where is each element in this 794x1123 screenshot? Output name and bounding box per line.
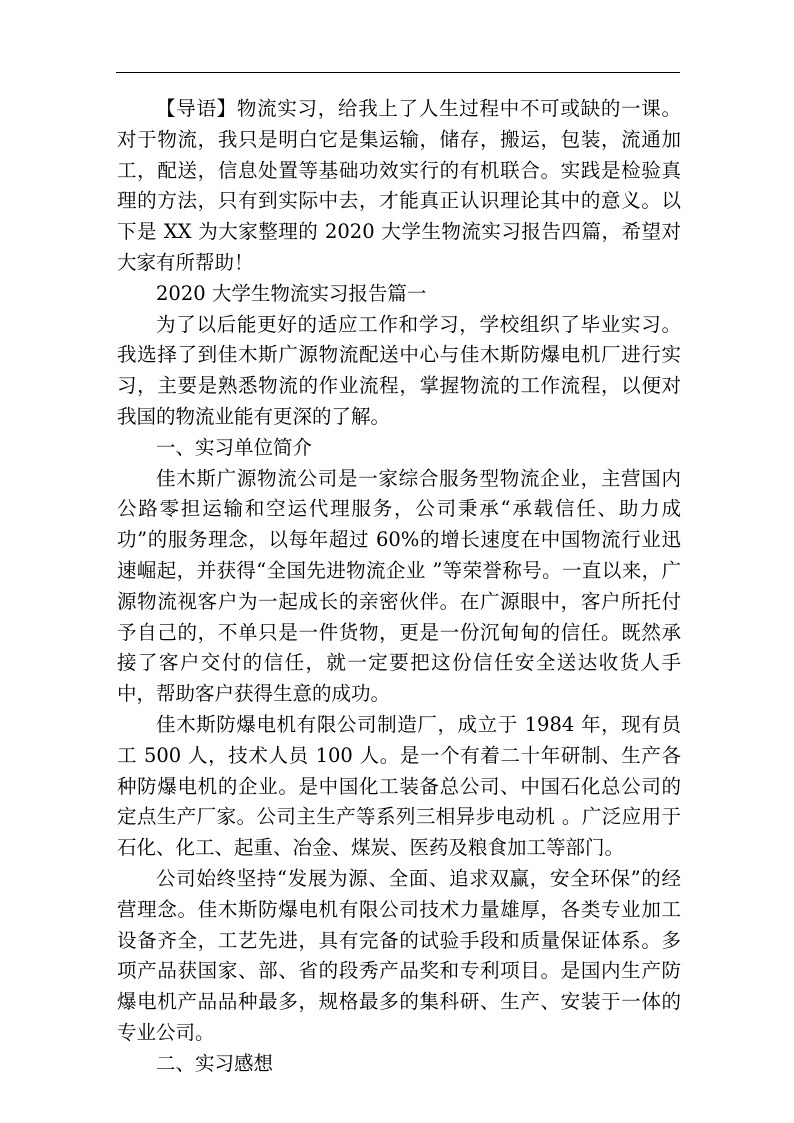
paragraph-4: 公司始终坚持“发展为源、全面、追求双赢，安全环保”的经营理念。佳木斯防爆电机有限公司技术力量雄厚，各类专业加工设备齐全，工艺先进，具有完备的试验手段和质量保证体系。多项产品获国家、部、省的段秀产品奖和专利项目。是国内生产防爆电机产品品种最多，规格最多的集科研、生产、安装于一体的专业公司。 xyxy=(117,866,681,1044)
section-2-heading: 二、实习感想 xyxy=(156,1051,274,1075)
intro-paragraph: 【导语】物流实习，给我上了人生过程中不可或缺的一课。对于物流，我只是明白它是集运输，储存，搬运，包装，流通加工，配送，信息处置等基础功效实行的有机联合。实践是检验真理的方法，只有到实际中去，才能真正认识理论其中的意义。以下是 XX 为大家整理的 2020 大学生物流实习报告四篇，希望对大家有所帮助！ xyxy=(117,97,681,274)
report-title: 2020 大学生物流实习报告篇一 xyxy=(156,281,427,305)
paragraph-2: 佳木斯广源物流公司是一家综合服务型物流企业，主营国内公路零担运输和空运代理服务，公司秉承“承载信任、助力成功”的服务理念，以每年超过 60%的增长速度在中国物流行业迅速崛起，并获得“全国先进物流企业 ”等荣誉称号。一直以来，广源物流视客户为一起成长的亲密伙伴。在广源眼中，客户所托付予自己的，不单只是一件货物，更是一份沉甸甸的信任。既然承接了客户交付的信任，就一定要把这份信任安全送达收货人手中，帮助客户获得生意的成功。 xyxy=(117,466,681,706)
document-body xyxy=(117,94,681,1080)
paragraph-3: 佳木斯防爆电机有限公司制造厂，成立于 1984 年，现有员工 500 人，技术人员 100 人。是一个有着二十年研制、生产各种防爆电机的企业。是中国化工装备总公司、中国石化总公司的定点生产厂家。公司主生产等系列三相异步电动机 。广泛应用于石化、化工、起重、冶金、煤炭、医药及粮食加工等部门。 xyxy=(117,712,681,860)
paragraph-1: 为了以后能更好的适应工作和学习，学校组织了毕业实习。我选择了到佳木斯广源物流配送中心与佳木斯防爆电机厂进行实习，主要是熟悉物流的作业流程，掌握物流的工作流程，以便对我国的物流业能有更深的了解。 xyxy=(117,312,681,428)
section-1-heading: 一、实习单位简介 xyxy=(156,435,313,459)
header-rule xyxy=(116,72,680,73)
